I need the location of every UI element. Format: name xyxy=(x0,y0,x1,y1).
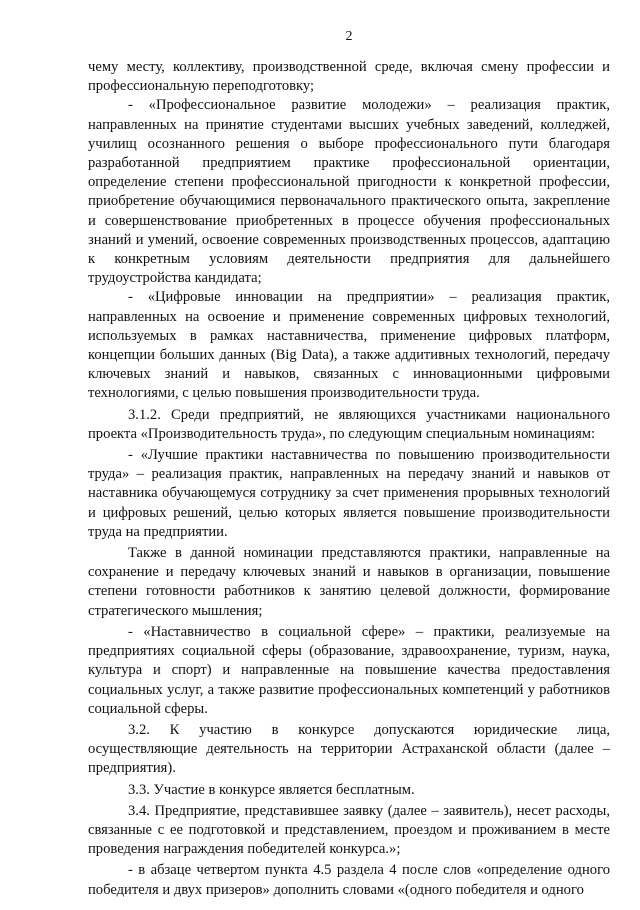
paragraph: 3.2. К участию в конкурсе допускаются юридические лица, осуществляющие деятельность на территории Астраханской области (далее – предприятия). xyxy=(88,721,610,777)
paragraph: Также в данной номинации представляются практики, направленные на сохранение и передачу ключевых знаний и навыков в организации, повышение степени готовности работников к занятию целевой должности, формирование стратегического мышления; xyxy=(88,545,610,619)
paragraph: - «Лучшие практики наставничества по повышению производительности труда» – реализация практик, направленных на передачу знаний и навыков от наставника обучающемуся сотруднику за счет применения прорывных технологий и цифровых решений, целью которых является повышение производительности труда на предприятии. xyxy=(88,447,610,540)
paragraph: - в абзаце четвертом пункта 4.5 раздела 4 после слов «определение одного победителя и двух призеров» дополнить словами «(одного победителя и одного xyxy=(88,862,610,898)
paragraph: чему месту, коллективу, производственной среде, включая смену профессии и профессиональную переподготовку; xyxy=(88,59,610,95)
paragraph: - «Профессиональное развитие молодежи» – реализация практик, направленных на принятие студентами высших учебных заведений, колледжей, училищ осознанного решения о выборе профессионального пути благодаря разработанной предприятием практике профессиональной ориентации, определение степени профессиональной пригодности к конкретной профессии, приобретение обучающимися первоначального практического опыта, закрепление и совершенствование приобретенных в процессе обучения профессиональных знаний и умений, освоение современных производственных процессов, адаптацию к конкретным условиям деятельности предприятия для дальнейшего трудоустройства кандидата; xyxy=(88,97,610,287)
paragraph: 3.4. Предприятие, представившее заявку (далее – заявитель), несет расходы, связанные с ее подготовкой и представлением, проездом и проживанием в месте проведения награждения победителей конкурса.»; xyxy=(88,802,610,858)
paragraph: 3.1.2. Среди предприятий, не являющихся участниками национального проекта «Производительность труда», по следующим специальным номинациям: xyxy=(88,406,610,442)
paragraph: - «Наставничество в социальной сфере» – практики, реализуемые на предприятиях социальной сферы (образование, здравоохранение, туризм, наука, культура и спорт) и направленные на повышение качества предоставления социальных услуг, а также развитие профессиональных компетенций у работников социальной сферы. xyxy=(88,623,610,717)
document-body xyxy=(88,58,610,900)
paragraph: - «Цифровые инновации на предприятии» – реализация практик, направленных на освоение и применение современных цифровых технологий, используемых в рамках наставничества, применение цифровых платформ, концепции больших данных (Big Data), а также аддитивных технологий, передачу ключевых знаний и навыков, связанных с инновационными цифровыми технологиями, с целью повышения производительности труда. xyxy=(88,289,610,402)
page-number: 2 xyxy=(345,29,353,44)
paragraph: 3.3. Участие в конкурсе является бесплатным. xyxy=(128,781,415,798)
